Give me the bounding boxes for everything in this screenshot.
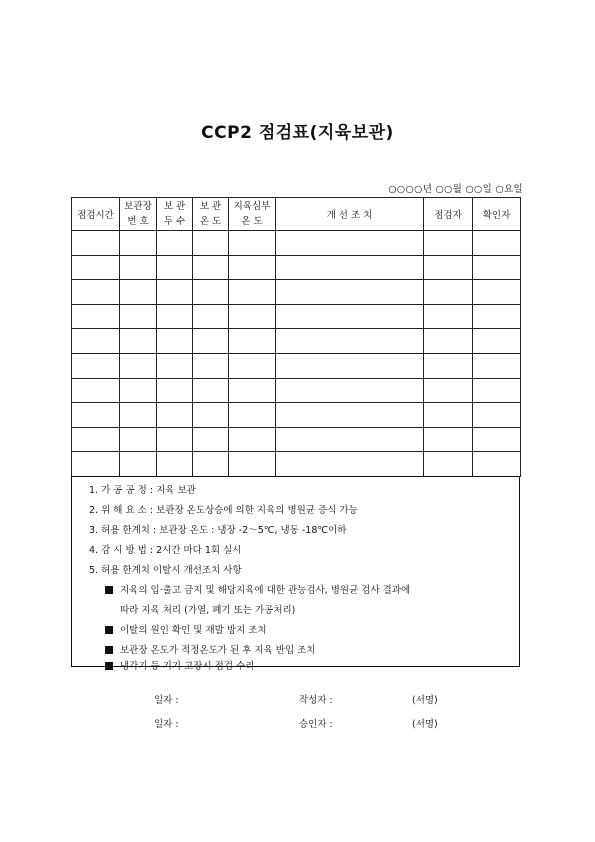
table-cell[interactable]	[229, 255, 276, 280]
note-corrective-heading: 5. 허용 한계치 이탈시 개선조치 사항	[89, 565, 242, 576]
table-cell[interactable]	[72, 353, 120, 378]
table-cell[interactable]	[276, 353, 424, 378]
table-cell[interactable]	[193, 403, 229, 428]
table-cell[interactable]	[473, 427, 521, 452]
table-cell[interactable]	[276, 255, 424, 280]
table-cell[interactable]	[193, 255, 229, 280]
table-cell[interactable]	[120, 378, 157, 403]
table-cell[interactable]	[229, 403, 276, 428]
table-cell[interactable]	[157, 304, 193, 329]
table-cell[interactable]	[229, 280, 276, 305]
table-cell[interactable]	[424, 427, 473, 452]
table-cell[interactable]	[229, 452, 276, 477]
table-cell[interactable]	[72, 255, 120, 280]
table-cell[interactable]	[473, 403, 521, 428]
table-cell[interactable]	[157, 255, 193, 280]
page-title: CCP2 점검표(지육보관)	[201, 123, 394, 143]
header-storage-count: 보 관 두 수	[157, 198, 193, 231]
square-bullet-icon	[105, 646, 113, 654]
table-cell[interactable]	[473, 255, 521, 280]
table-cell[interactable]	[424, 255, 473, 280]
table-cell[interactable]	[276, 304, 424, 329]
table-row	[72, 329, 521, 354]
note-bullet-item: 냉각기 등 기기 고장시 점검 수리	[105, 658, 254, 672]
table-cell[interactable]	[193, 280, 229, 305]
header-inspection-time: 점검시간	[72, 198, 120, 231]
table-cell[interactable]	[72, 452, 120, 477]
table-cell[interactable]	[276, 427, 424, 452]
table-cell[interactable]	[193, 452, 229, 477]
table-cell[interactable]	[424, 452, 473, 477]
table-cell[interactable]	[229, 304, 276, 329]
table-cell[interactable]	[424, 280, 473, 305]
table-cell[interactable]	[424, 378, 473, 403]
table-cell[interactable]	[120, 329, 157, 354]
table-cell[interactable]	[72, 304, 120, 329]
table-cell[interactable]	[473, 378, 521, 403]
square-bullet-icon	[105, 626, 113, 634]
signature-approver-label: 승인자 :	[299, 719, 333, 730]
table-cell[interactable]	[276, 231, 424, 256]
table-row	[72, 403, 521, 428]
header-core-temp: 지육심부 온 도	[229, 198, 276, 231]
note-bullet-item: 지육의 입·출고 금지 및 해당지육에 대한 관능검사, 병원균 검사 결과에	[105, 582, 410, 596]
table-cell[interactable]	[157, 329, 193, 354]
table-row	[72, 231, 521, 256]
note-monitoring: 4. 감 시 방 법 : 2시간 마다 1회 실시	[89, 545, 242, 556]
table-row	[72, 452, 521, 477]
header-verifier: 확인자	[473, 198, 521, 231]
signature-approver-sign: (서명)	[412, 719, 438, 730]
table-row	[72, 280, 521, 305]
table-cell[interactable]	[193, 427, 229, 452]
note-critical-limit: 3. 허용 한계치 : 보관장 온도 : 냉장 -2～5℃, 냉동 -18℃이하	[89, 525, 347, 536]
table-cell[interactable]	[72, 427, 120, 452]
table-cell[interactable]	[120, 353, 157, 378]
table-cell[interactable]	[276, 329, 424, 354]
table-row	[72, 255, 521, 280]
table-row	[72, 353, 521, 378]
signature-writer-label: 작성자 :	[299, 695, 333, 706]
table-cell[interactable]	[193, 231, 229, 256]
table-cell[interactable]	[120, 255, 157, 280]
table-cell[interactable]	[473, 353, 521, 378]
table-cell[interactable]	[424, 304, 473, 329]
table-cell[interactable]	[72, 403, 120, 428]
table-cell[interactable]	[473, 280, 521, 305]
table-row	[72, 378, 521, 403]
table-cell[interactable]	[72, 378, 120, 403]
header-storage-number: 보관장 번 호	[120, 198, 157, 231]
note-process: 1. 가 공 공 정 : 지육 보관	[89, 485, 196, 496]
table-cell[interactable]	[473, 452, 521, 477]
table-cell[interactable]	[157, 378, 193, 403]
table-cell[interactable]	[120, 403, 157, 428]
header-inspector: 점검자	[424, 198, 473, 231]
table-cell[interactable]	[193, 329, 229, 354]
table-cell[interactable]	[157, 353, 193, 378]
table-cell[interactable]	[229, 329, 276, 354]
table-cell[interactable]	[276, 452, 424, 477]
note-bullet-item: 보관장 온도가 적정온도가 된 후 지육 반입 조치	[105, 642, 316, 656]
table-cell[interactable]	[229, 378, 276, 403]
note-bullet-item: 이탈의 원인 확인 및 재발 방지 조치	[105, 622, 267, 636]
square-bullet-icon	[105, 586, 113, 594]
signature-date-label: 일자 :	[154, 695, 179, 706]
table-cell[interactable]	[72, 231, 120, 256]
signature-writer-sign: (서명)	[412, 695, 438, 706]
table-cell[interactable]	[157, 452, 193, 477]
table-cell[interactable]	[120, 452, 157, 477]
table-cell[interactable]	[72, 329, 120, 354]
note-hazard: 2. 위 해 요 소 : 보관장 온도상승에 의한 지육의 병원균 증식 가능	[89, 505, 358, 516]
table-cell[interactable]	[276, 403, 424, 428]
table-row	[72, 427, 521, 452]
table-cell[interactable]	[473, 304, 521, 329]
date-line: ○○○○년 ○○월 ○○일 ○요일	[388, 184, 523, 195]
table-cell[interactable]	[120, 427, 157, 452]
table-cell[interactable]	[424, 403, 473, 428]
table-cell[interactable]	[72, 280, 120, 305]
table-cell[interactable]	[157, 427, 193, 452]
table-cell[interactable]	[424, 329, 473, 354]
table-cell[interactable]	[276, 378, 424, 403]
table-cell[interactable]	[120, 304, 157, 329]
table-cell[interactable]	[276, 280, 424, 305]
table-cell[interactable]	[424, 231, 473, 256]
table-cell[interactable]	[193, 378, 229, 403]
table-cell[interactable]	[157, 280, 193, 305]
table-cell[interactable]	[229, 353, 276, 378]
inspection-table	[71, 197, 521, 477]
table-row	[72, 304, 521, 329]
table-header-row	[72, 198, 521, 231]
table-cell[interactable]	[473, 231, 521, 256]
signature-date-label: 일자 :	[154, 719, 179, 730]
table-cell[interactable]	[473, 329, 521, 354]
header-corrective-action: 개 선 조 치	[276, 198, 424, 231]
square-bullet-icon	[105, 662, 113, 670]
note-bullet-continuation: 따라 지육 처리 (가열, 폐기 또는 가공처리)	[120, 605, 296, 616]
table-cell[interactable]	[193, 353, 229, 378]
table-cell[interactable]	[193, 304, 229, 329]
table-cell[interactable]	[229, 427, 276, 452]
table-cell[interactable]	[157, 403, 193, 428]
notes-box	[71, 476, 520, 672]
table-cell[interactable]	[424, 353, 473, 378]
table-cell[interactable]	[120, 280, 157, 305]
table-cell[interactable]	[229, 231, 276, 256]
table-cell[interactable]	[120, 231, 157, 256]
table-cell[interactable]	[157, 231, 193, 256]
header-storage-temp: 보 관 온 도	[193, 198, 229, 231]
